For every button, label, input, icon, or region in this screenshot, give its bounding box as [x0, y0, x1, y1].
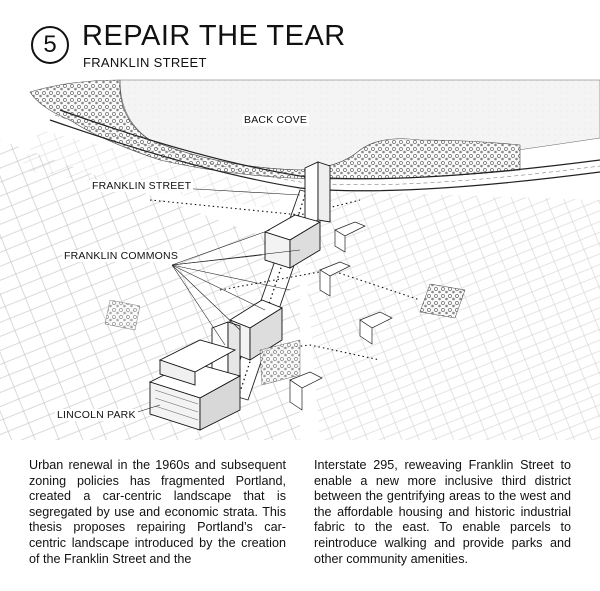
page-subtitle: FRANKLIN STREET [83, 55, 207, 70]
label-lincoln-park: LINCOLN PARK [57, 409, 136, 421]
label-back-cove: BACK COVE [244, 114, 308, 126]
label-franklin-street: FRANKLIN STREET [92, 180, 192, 192]
body-text-right: Interstate 295, reweaving Franklin Street to enable a new more inclusive third district between the gentrifying areas to the west and the affordable housing and historic industrial fabric to the east. To enable parcels to reintroduce walking and provide parks and other community amenities. [314, 458, 571, 566]
section-number: 5 [43, 31, 57, 58]
axonometric-diagram [0, 76, 600, 446]
tower-building [305, 162, 330, 226]
page-title: REPAIR THE TEAR [82, 20, 346, 52]
section-number-badge [31, 26, 69, 64]
body-text-left: Urban renewal in the 1960s and subsequent zoning policies has fragmented Portland, created a car-centric landscape that is segregated by use and economic strata. This thesis proposes repairing Portland’s car-centric landscape introduced by the creation of the Franklin Street and the [29, 458, 286, 566]
label-franklin-commons: FRANKLIN COMMONS [64, 250, 179, 262]
